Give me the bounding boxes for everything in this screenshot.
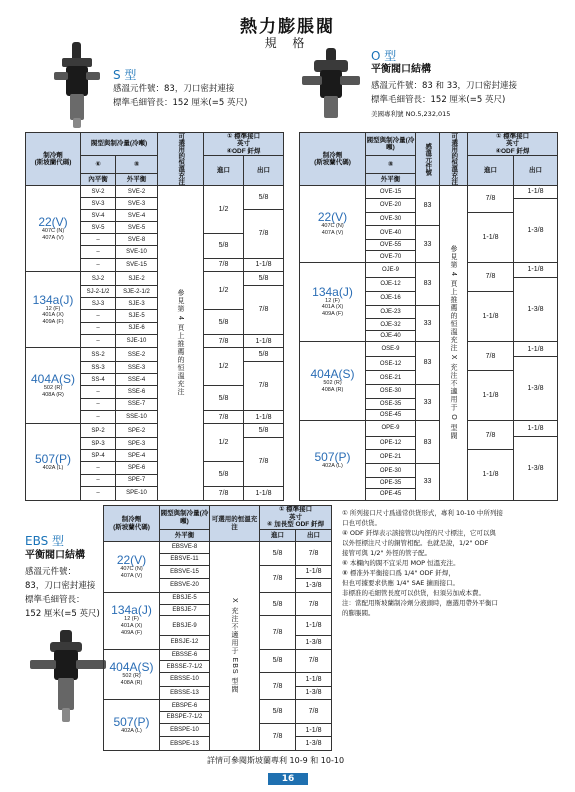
size-cell: 5/8 (260, 592, 296, 616)
size-cell: 5/8 (204, 310, 244, 334)
o-header-connection: ① 標準接口 英寸 ④ODF 釺焊 (468, 133, 558, 156)
ebs-header-inlet: 進口 (260, 530, 296, 542)
size-cell: 5/8 (260, 542, 296, 566)
size-cell: 1-1/8 (244, 486, 284, 500)
table-row: EBSVE-11 (160, 553, 210, 565)
table-row: – (81, 474, 116, 486)
table-row: SSE-7 (116, 398, 158, 410)
size-cell: 7/8 (204, 334, 244, 348)
table-row: OVE-15 (366, 186, 416, 199)
table-row: OSE-45 (366, 409, 416, 420)
note-line: 的膨脹閥。 (342, 609, 375, 617)
ebs-ref-0: 22(V) 407C (N) 407A (V) (104, 542, 160, 593)
table-row: OSE-35 (366, 398, 416, 409)
size-cell: 1-1/8 (514, 186, 558, 199)
o-header-external: 外平衡 (366, 174, 416, 186)
table-row: EBSSE-10 (160, 673, 210, 687)
size-cell: 7/8 (244, 286, 284, 334)
s-charge-note: 參見第 4 頁上推薦的恒溫充注 (158, 186, 204, 501)
table-row: EBSPE-7-1/2 (160, 712, 210, 724)
table-row: OJE-32 (366, 319, 416, 330)
size-cell: 5/8 (204, 234, 244, 258)
size-cell: 1-1/8 (296, 723, 332, 737)
table-row: SSE-4 (116, 374, 158, 386)
ebs-charge-note: X 充注不適用于 EBS 型閥 (210, 542, 260, 751)
element-cell: 33 (416, 464, 440, 500)
size-cell: 7/8 (244, 438, 284, 486)
table-row: SP-2 (81, 424, 116, 438)
s-info-line-2: 標準毛細管長：152 厘米(=5 英尺) (113, 98, 248, 108)
note-line: 非標准的毛細管長度可以供貨，但須另加成本費。 (342, 589, 485, 597)
notes-block (342, 508, 567, 618)
table-row: EBSPE-10 (160, 723, 210, 737)
table-row: SP-3 (81, 438, 116, 450)
ebs-ref-3: 507(P) 402A (L) (104, 700, 160, 751)
table-row: EBSSE-7-1/2 (160, 661, 210, 673)
table-row: SJ-3 (81, 298, 116, 310)
table-row: EBSVE-20 (160, 579, 210, 593)
element-cell: 33 (416, 305, 440, 341)
table-row: EBSJE-9 (160, 616, 210, 636)
s-header-refrigerant: 制冷劑 (斯坡蘭代碼) (26, 133, 81, 186)
size-cell: 7/8 (296, 592, 332, 616)
table-row: – (81, 258, 116, 272)
o-charge-note: 參見第 4 頁上推薦的恒溫充注 X 充注不適用于 O 型閥 (440, 186, 468, 501)
o-spec-table (299, 132, 558, 501)
size-cell: 5/8 (204, 386, 244, 410)
table-row: SVE-5 (116, 222, 158, 234)
table-row: SV-5 (81, 222, 116, 234)
table-row: SVE-4 (116, 210, 158, 222)
table-row: OPE-45 (366, 489, 416, 500)
table-row: SPE-10 (116, 486, 158, 500)
note-line: 接管可與 1/2" 外徑的管子配。 (342, 549, 432, 557)
table-row: SJE-10 (116, 334, 158, 348)
size-cell: 7/8 (204, 486, 244, 500)
ebs-header-connection: ① 標準接口 英寸 ④ 加長型 ODF 釺焊 (260, 506, 332, 530)
size-cell: 7/8 (260, 565, 296, 592)
size-cell: 1-1/8 (468, 450, 514, 500)
table-row: EBSVE-15 (160, 565, 210, 579)
table-row: OPE-35 (366, 477, 416, 488)
table-row: EBSJE-12 (160, 635, 210, 649)
table-row: OPE-21 (366, 450, 416, 464)
table-row: SJ-2-1/2 (81, 286, 116, 298)
size-cell: 5/8 (244, 424, 284, 438)
page-subtitle: 規 格 (264, 36, 311, 50)
element-cell: 83 (416, 186, 440, 226)
table-row: – (81, 322, 116, 334)
table-row: OVE-20 (366, 198, 416, 212)
size-cell: 1-1/8 (296, 565, 332, 579)
size-cell: 7/8 (296, 649, 332, 673)
size-cell: 1-1/8 (468, 212, 514, 262)
note-line: ④ ODF 釺焊表示該接管以內徑的尺寸標注，它可以與 (342, 529, 496, 537)
s-type-title: S 型 (113, 68, 137, 82)
o-header-charge: 可選用的恒溫充注 (440, 133, 468, 186)
table-row: SV-4 (81, 210, 116, 222)
table-row: OSE-12 (366, 357, 416, 371)
s-header-inlet: 進口 (204, 156, 244, 186)
table-row: EBSJE-5 (160, 592, 210, 604)
size-cell: 5/8 (260, 649, 296, 673)
o-patent-text: 美國專利號 NO.5,232,015 (371, 110, 451, 118)
table-row: OVE-55 (366, 240, 416, 251)
size-cell: 1-3/8 (514, 436, 558, 500)
o-ref-0: 22(V) 407C (N) 407A (V) (300, 186, 366, 263)
s-info-line-1: 感溫元件號：83，刀口密封連接 (113, 84, 235, 94)
table-row: SSE-3 (116, 362, 158, 374)
o-structure-title: 平衡閥口結構 (371, 64, 431, 75)
table-row: SJE-2 (116, 272, 158, 286)
note-line: ⑧ 標准外平衡接口爲 1/4" ODF 釺焊， (342, 569, 455, 577)
ebs-type-title: EBS 型 (25, 534, 65, 548)
footer-reference: 詳情可參閱斯坡蘭專利 10-9 和 10-10 (207, 756, 345, 765)
table-row: EBSPE-13 (160, 737, 210, 751)
size-cell: 7/8 (260, 616, 296, 649)
table-row: OSE-30 (366, 384, 416, 398)
table-row: – (81, 310, 116, 322)
element-cell: 33 (416, 226, 440, 262)
s-ref-134aj: 134a(J) 12 (F) 401A (X) 409A (F) (26, 272, 81, 348)
note-line: 注：當配用斯坡蘭制冷劑分液頭時，應選用帶外平衡口 (342, 599, 498, 607)
table-row: OVE-40 (366, 226, 416, 240)
o-header-outlet: 出口 (514, 156, 558, 186)
element-cell: 83 (416, 421, 440, 464)
size-cell: 1-1/8 (244, 410, 284, 424)
ebs-spec-table (103, 505, 332, 751)
table-row: SP-4 (81, 450, 116, 462)
table-row: EBSJE-7 (160, 604, 210, 616)
s-valve-image (48, 38, 106, 130)
size-cell: 1-1/8 (514, 341, 558, 356)
size-cell: 1/2 (204, 186, 244, 234)
table-row: SJE-6 (116, 322, 158, 334)
size-cell: 7/8 (260, 673, 296, 700)
size-cell: 1-3/8 (296, 686, 332, 700)
ebs-info-line-1: 感溫元件號： (25, 567, 77, 577)
table-row: SJ-2 (81, 272, 116, 286)
table-row: SJE-2-1/2 (116, 286, 158, 298)
size-cell: 1-1/8 (296, 616, 332, 636)
s-mark-8: ⑧ (116, 156, 158, 174)
table-row: SPE-7 (116, 474, 158, 486)
table-row: SVE-2 (116, 186, 158, 198)
size-cell: 1/2 (204, 272, 244, 310)
size-cell: 1-1/8 (468, 371, 514, 421)
size-cell: 1-1/8 (244, 334, 284, 348)
table-row: SV-2 (81, 186, 116, 198)
ebs-ref-1: 134a(J) 12 (F) 401A (X) 409A (F) (104, 592, 160, 649)
s-header-connection: ① 標準接口 英寸 ④ODF 釺焊 (204, 133, 284, 156)
element-cell: 83 (416, 341, 440, 384)
table-row: – (81, 398, 116, 410)
o-ref-3: 507(P) 402A (L) (300, 421, 366, 500)
table-row: SS-4 (81, 374, 116, 386)
o-header-element: 感溫元件號 (416, 133, 440, 186)
o-header-valve: 閥型與制冷量(冷噸) (366, 133, 416, 156)
size-cell: 1-3/8 (296, 579, 332, 593)
size-cell: 7/8 (260, 723, 296, 750)
size-cell: 5/8 (204, 462, 244, 486)
table-row: SV-3 (81, 198, 116, 210)
size-cell: 7/8 (296, 542, 332, 566)
table-row: – (81, 462, 116, 474)
ebs-valve-image (28, 626, 108, 726)
note-line: ① 所列接口尺寸爲通常供貨形式，專利 10-10 中所列接 (342, 509, 503, 517)
table-row: SS-3 (81, 362, 116, 374)
table-row: SJE-3 (116, 298, 158, 310)
s-ref-404as: 404A(S) 502 (R) 408A (R) (26, 348, 81, 424)
size-cell: 1-3/8 (514, 278, 558, 342)
table-row: SPE-4 (116, 450, 158, 462)
table-row: OSE-9 (366, 341, 416, 356)
ebs-info-line-4: 152 厘米(=5 英尺) (25, 609, 100, 619)
ebs-info-line-3: 標準毛細管長： (25, 595, 85, 605)
table-row: SVE-10 (116, 246, 158, 258)
table-row: SVE-3 (116, 198, 158, 210)
table-row: SVE-8 (116, 234, 158, 246)
table-row: SPE-2 (116, 424, 158, 438)
size-cell: 1/2 (204, 424, 244, 462)
size-cell: 1-3/8 (514, 198, 558, 262)
table-row: SS-2 (81, 348, 116, 362)
size-cell: 1/2 (204, 348, 244, 386)
table-row: – (81, 246, 116, 258)
s-header-external: 外平衡 (116, 174, 158, 186)
table-row: – (81, 486, 116, 500)
size-cell: 1-1/8 (244, 258, 284, 272)
ebs-header-valve: 閥型與制冷量(冷噸) (160, 506, 210, 530)
s-ref-507p: 507(P) 402A (L) (26, 424, 81, 500)
table-row: – (81, 334, 116, 348)
note-line: ⑥ 本欄內的閥不宜采用 MOP 恒溫充注。 (342, 559, 460, 567)
ebs-header-refrigerant: 制冷劑 (斯坡蘭代碼) (104, 506, 160, 542)
size-cell: 7/8 (244, 210, 284, 258)
o-info-line-1: 感溫元件號：83 和 33，刀口密封連接 (371, 81, 518, 91)
s-header-charge: 可選用的恒溫充注 (158, 133, 204, 186)
table-row: EBSSE-6 (160, 649, 210, 661)
size-cell: 7/8 (468, 186, 514, 213)
o-ref-1: 134a(J) 12 (F) 401A (X) 409A (F) (300, 262, 366, 341)
size-cell: 1-1/8 (514, 421, 558, 436)
o-ref-2: 404A(S) 502 (R) 408A (R) (300, 341, 366, 420)
table-row: – (81, 234, 116, 246)
table-row: SVE-15 (116, 258, 158, 272)
table-row: OPE-30 (366, 464, 416, 478)
note-line: 以外徑標注尺寸的銅管相配。也就是說，1/2" ODF (342, 539, 489, 547)
o-info-line-2: 標準毛細管長：152 厘米(=5 英尺) (371, 95, 506, 105)
s-header-outlet: 出口 (244, 156, 284, 186)
s-header-internal: 內平衡 (81, 174, 116, 186)
o-valve-image (300, 46, 362, 124)
table-row: SSE-6 (116, 386, 158, 398)
s-mark-6: ⑥ (81, 156, 116, 174)
table-row: OJE-12 (366, 278, 416, 292)
page-title: 熱力膨脹閥 (240, 17, 335, 37)
size-cell: 1-1/8 (468, 291, 514, 341)
size-cell: 7/8 (468, 341, 514, 370)
size-cell: 5/8 (244, 272, 284, 286)
ebs-ref-2: 404A(S) 502 (R) 408A (R) (104, 649, 160, 700)
ebs-header-external: 外平衡 (160, 530, 210, 542)
o-header-refrigerant: 制冷劑 (斯坡蘭代碼) (300, 133, 366, 186)
size-cell: 7/8 (244, 362, 284, 410)
size-cell: 1-3/8 (296, 737, 332, 751)
table-row: OVE-30 (366, 212, 416, 226)
table-row: SPE-3 (116, 438, 158, 450)
size-cell: 5/8 (244, 348, 284, 362)
table-row: SSE-2 (116, 348, 158, 362)
table-row: OJE-23 (366, 305, 416, 319)
table-row: OJE-40 (366, 330, 416, 341)
size-cell: 1-1/8 (514, 262, 558, 277)
size-cell: 5/8 (260, 700, 296, 724)
size-cell: 1-3/8 (296, 635, 332, 649)
size-cell: 1-1/8 (296, 673, 332, 687)
o-header-inlet: 進口 (468, 156, 514, 186)
table-row: OPE-9 (366, 421, 416, 436)
table-row: EBSVE-8 (160, 542, 210, 554)
size-cell: 1-3/8 (514, 357, 558, 421)
table-row: OVE-70 (366, 251, 416, 262)
table-row: SJE-5 (116, 310, 158, 322)
ebs-header-charge: 可選用的恒溫充注 (210, 506, 260, 542)
table-row: OPE-12 (366, 436, 416, 450)
table-row: EBSPE-6 (160, 700, 210, 712)
element-cell: 83 (416, 262, 440, 305)
ebs-info-line-2: 83，刀口密封連接 (25, 581, 96, 591)
table-row: SPE-6 (116, 462, 158, 474)
ebs-structure-title: 平衡閥口結構 (25, 550, 85, 561)
table-row: OJE-16 (366, 291, 416, 305)
table-row: EBSSE-13 (160, 686, 210, 700)
size-cell: 7/8 (204, 258, 244, 272)
note-line: 口也可供貨。 (342, 519, 381, 527)
s-header-valve: 閥型與制冷量(冷噸) (81, 133, 158, 156)
size-cell: 7/8 (468, 421, 514, 450)
page-number: 16 (268, 773, 308, 785)
ebs-header-outlet: 出口 (296, 530, 332, 542)
s-ref-22v: 22(V) 407C (N) 407A (V) (26, 186, 81, 272)
note-line: 但也可據要求供應 1/4" SAE 擴面接口。 (342, 579, 459, 587)
table-row: SSE-10 (116, 410, 158, 424)
table-row: OSE-21 (366, 371, 416, 385)
s-spec-table (25, 132, 284, 501)
table-row: OJE-9 (366, 262, 416, 277)
table-row: – (81, 410, 116, 424)
size-cell: 7/8 (468, 262, 514, 291)
o-type-title: O 型 (371, 49, 397, 63)
size-cell: 5/8 (244, 186, 284, 210)
size-cell: 7/8 (296, 700, 332, 724)
element-cell: 33 (416, 384, 440, 420)
o-mark-8: ⑧ (366, 156, 416, 174)
table-row: – (81, 386, 116, 398)
size-cell: 7/8 (204, 410, 244, 424)
